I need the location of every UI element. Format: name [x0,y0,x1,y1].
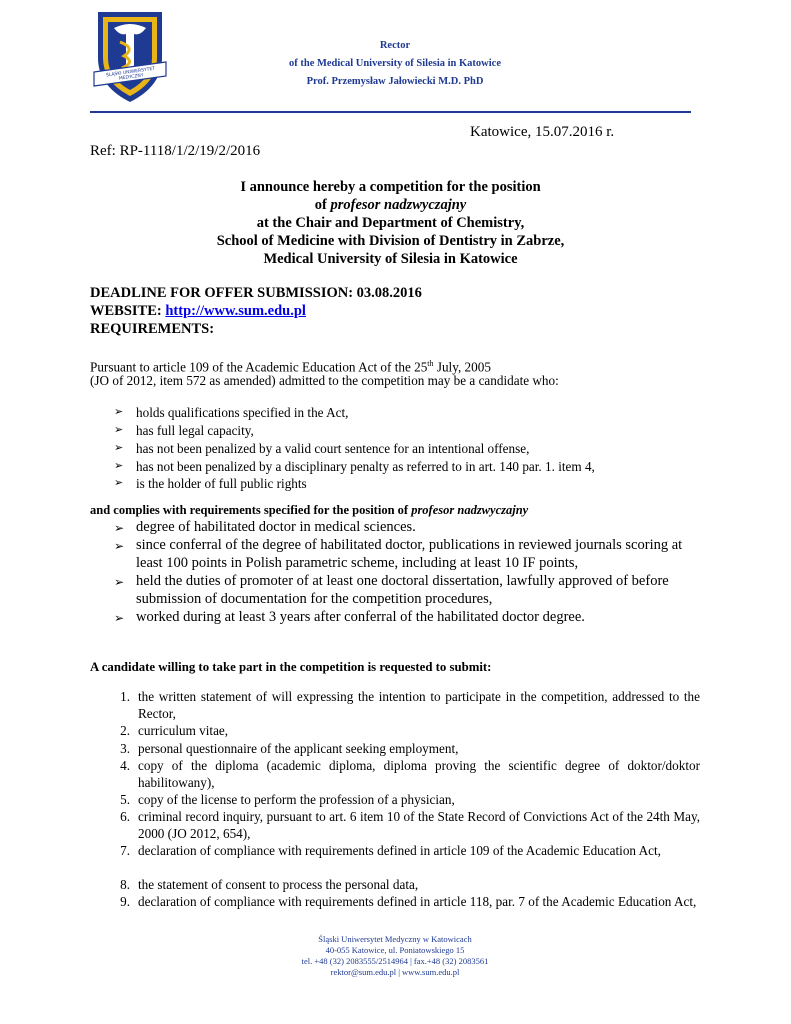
arrow-bullet-icon: ➢ [114,539,125,553]
item-text: copy of the diploma (academic diploma, diploma proving the scientific degree of doktor/doktor habilitowany), [138,758,700,790]
item-text: copy of the license to perform the profession of a physician, [138,792,455,807]
announcement-line4: School of Medicine with Division of Dentistry in Zabrze, [216,233,565,249]
header-prof: Prof. Przemysław Jałowiecki M.D. PhD [306,76,484,87]
pursuant-text-a: Pursuant to article 109 of the Academic Education Act of the 25 [90,359,428,375]
reference-number: Ref: RP-1118/1/2/19/2/2016 [90,143,261,159]
item-text: the statement of consent to process the personal data, [138,877,419,892]
pursuant-line2: (JO of 2012, item 572 as amended) admitted to the competition may be a candidate who: [90,373,559,388]
university-logo [90,6,170,106]
complies-line [90,503,528,518]
item-number: 5. [120,792,130,807]
item-number: 1. [120,689,130,704]
announcement-line2 [90,196,691,215]
arrow-bullet-icon: ➢ [114,476,124,489]
item-number: 3. [120,741,130,756]
requirement-text: held the duties of promoter of at least one doctoral dissertation, lawfully approved of before submission of documentation for the competition procedures, [136,573,669,607]
announcement-line3: at the Chair and Department of Chemistry, [256,215,525,231]
arrow-bullet-icon: ➢ [114,521,125,535]
arrow-bullet-icon: ➢ [114,405,124,418]
item-text: declaration of compliance with requirements defined in article 109 of the Academic Education Act, [138,843,661,858]
pursuant-text-b: July, 2005 [433,359,491,375]
item-text: personal questionnaire of the applicant seeking employment, [138,741,459,756]
website-label: WEBSITE: [90,303,166,319]
item-text: criminal record inquiry, pursuant to art. 6 item 10 of the State Record of Convictions Act of the 24th May, 2000 (JO 2012, 654), [138,809,700,841]
announcement-line1: I announce hereby a competition for the position [240,179,541,195]
announcement-line2-prefix: of [314,197,331,213]
qualification-text: has not been penalized by a disciplinary penalty as referred to in art. 140 par. 1. item 4, [136,459,595,474]
item-number: 8. [120,877,130,892]
qualification-text: has not been penalized by a valid court sentence for an intentional offense, [136,441,530,456]
item-text: declaration of compliance with requirements defined in article 118, par. 7 of the Academic Education Act, [138,894,697,909]
item-number: 6. [120,809,130,824]
submit-heading: A candidate willing to take part in the competition is requested to submit: [90,660,492,674]
qualification-item [114,423,694,439]
header-rule [90,111,691,113]
qualification-text: is the holder of full public rights [136,476,307,491]
pursuant-sup: th [427,359,434,368]
requirement-text: since conferral of the degree of habilitated doctor, publications in reviewed journals scoring at least 100 points in Polish parametric scheme, including at least 10 IF points, [136,537,683,571]
header-university: of the Medical University of Silesia in Katowice [288,58,501,69]
qualification-text: holds qualifications specified in the Act, [136,405,349,420]
qualification-item [114,441,694,457]
item-number: 2. [120,723,130,738]
qualification-item [114,459,694,475]
qualification-item [114,405,694,421]
website-link[interactable]: http://www.sum.edu.pl [165,303,306,319]
arrow-bullet-icon: ➢ [114,459,124,472]
item-number: 9. [120,894,130,909]
requirements-heading: REQUIREMENTS: [90,321,215,337]
complies-position: profesor nadzwyczajny [411,503,529,517]
item-text: the written statement of will expressing the intention to participate in the competition, addressed to the Rector, [138,689,700,721]
footer-line3: tel. +48 (32) 2083555/2514964 | fax.+48 (32) 2083561 [301,956,489,966]
item-number: 4. [120,758,130,773]
arrow-bullet-icon: ➢ [114,611,125,625]
arrow-bullet-icon: ➢ [114,423,124,436]
footer-line2: 40-055 Katowice, ul. Poniatowskiego 15 [325,945,465,955]
position-title: profesor nadzwyczajny [330,197,467,213]
requirement-text: worked during at least 3 years after conferral of the habilitated doctor degree. [136,609,585,625]
letter-date: Katowice, 15.07.2016 r. [470,124,615,140]
item-text: curriculum vitae, [138,723,229,738]
complies-prefix: and complies with requirements specified for the position of [90,503,412,517]
website-line [90,303,306,320]
footer-line4: rektor@sum.edu.pl | www.sum.edu.pl [330,967,460,977]
qualification-item [114,476,694,492]
deadline: DEADLINE FOR OFFER SUBMISSION: 03.08.2016 [90,285,422,301]
announcement-line5: Medical University of Silesia in Katowice [263,251,518,267]
qualification-text: has full legal capacity, [136,423,254,438]
logo-text: ŚLĄSKI UNIWERSYTET MEDYCZNY [105,66,156,82]
arrow-bullet-icon: ➢ [114,575,125,589]
header-rector: Rector [379,40,411,51]
item-number: 7. [120,843,130,858]
footer-line1: Śląski Uniwersytet Medyczny w Katowicach [318,934,472,944]
arrow-bullet-icon: ➢ [114,441,124,454]
requirement-text: degree of habilitated doctor in medical sciences. [136,519,416,535]
